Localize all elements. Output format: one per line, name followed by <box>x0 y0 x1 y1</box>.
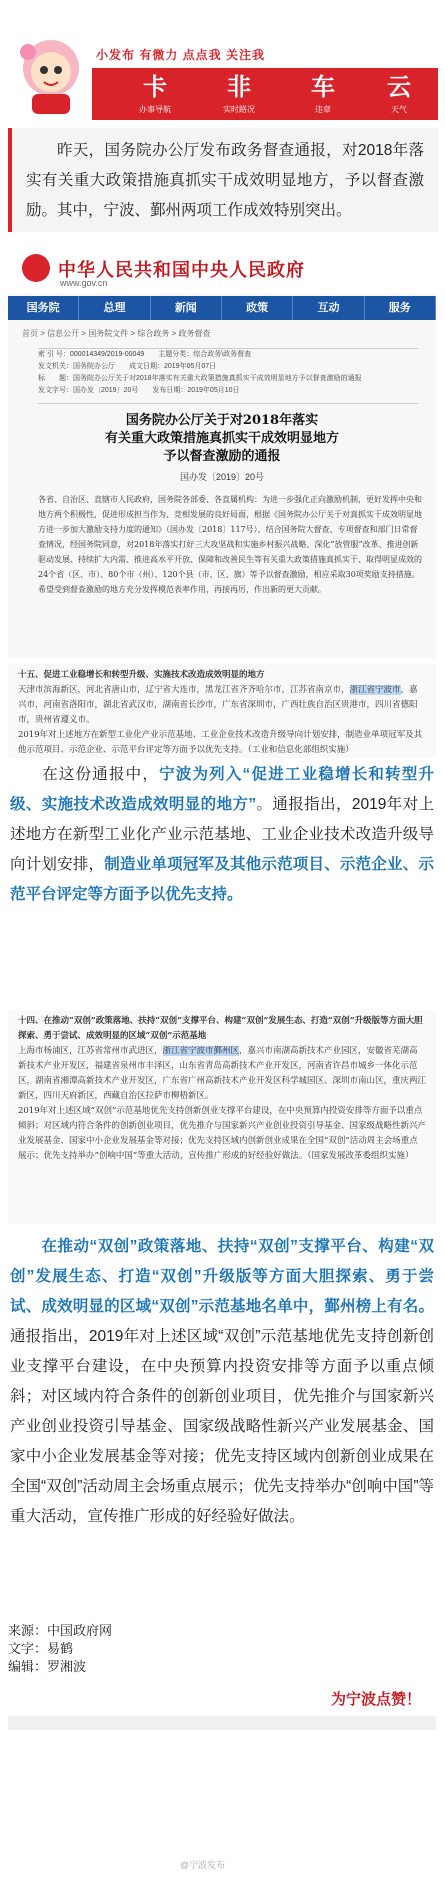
excerpt-places <box>18 1044 426 1104</box>
excerpt-note: 2019年对上述地方在新型工业化产业示范基地、工业企业技术改造升级导向计划安排，制造业单项冠军及其他示范项目、示范企业、示范平台评定等方面予以优先支持。（工业和信息化部组织实施） <box>18 730 423 755</box>
intro-block <box>8 128 438 232</box>
doc-body: 各省、自治区、直辖市人民政府，国务院各部委、各直属机构：为进一步强化正向激励机制，更好发挥中央和地方两个积极性，促进形成担当作为、竞相发展的良好局面，根据《国务院办公厅关于对真抓实干成效明显地方进一步加大激励支持力度的通知》（国办发〔2018〕117号），结合国务院大督查、专项督查和部门日常督查情况，经国务院同意，对2018年落实打好三大攻坚战和实施乡村振兴战略、深化“放管服”改革、推进创新驱动发展、持续扩大内需、推进高水平开放、保障和改善民生等有关重大政策措施真抓实干、取得明显成效的24个省（区、市）、80个市（州）、120个县（市、区、旗）等予以督查激励，相应采取30项奖励支持措施。希望受到督查激励的地方充分发挥模范表率作用，再接再厉，作出新的更大贡献。 <box>38 495 422 594</box>
breadcrumb: 首页 > 信息公开 > 国务院文件 > 综合政务 > 政务督查 <box>22 329 211 338</box>
places-text: 天津市滨海新区，河北省唐山市，辽宁省大连市，黑龙江省齐齐哈尔市，江苏省南京市， <box>18 685 350 695</box>
cheer-text: 为宁波点赞！ <box>330 1691 421 1708</box>
doc-number: 国办发〔2019〕20号 <box>179 472 265 482</box>
excerpt-places <box>18 683 426 728</box>
nav-label: 天气 <box>391 105 407 114</box>
excerpt-note: 2019年对上述区域“双创”示范基地优先支持创新创业支撑平台建设，在中央预算内投资安排等方面予以重点倾斜；对区域内符合条件的创新创业项目，优先推介与国家新兴产业创业投资引导基金、国家级战略性新兴产业发展基金、国家中小企业发展基金等对接；优先支持区域内创新创业成果在全国“双创”活动周主会场重点展示；优先支持举办“创响中国”等重大活动，宣传推广形成的好经验好做法。（国家发展改革委组织实施） <box>18 1106 427 1161</box>
car-icon: 车 <box>311 74 335 101</box>
guide-icon: 卡 <box>143 74 167 101</box>
doc-meta <box>38 348 418 404</box>
mascot-icon <box>14 32 88 118</box>
traffic-icon: 非 <box>227 74 251 101</box>
gov-header <box>8 248 436 294</box>
nav-label: 办事导航 <box>139 105 171 114</box>
meta-line: 标 题：国务院办公厅关于对2018年落实有关重大政策措施真抓实干成效明显地方予以督查激励的通报 <box>38 375 362 382</box>
meta-line: 发文字号：国办发〔2019〕20号 发布日期：2019年05月10日 <box>38 387 240 394</box>
nav-label: 实时路况 <box>223 105 255 114</box>
footer-bar <box>8 1716 436 1730</box>
intro-text: 昨天，国务院办公厅发布政务督查通报，对2018年落实有关重大政策措施真抓实干成效明显地方，予以督查激励。其中，宁波、鄞州两项工作成效特别突出。 <box>26 142 424 219</box>
highlight-yinzhou: 浙江省宁波市鄞州区 <box>162 1046 240 1056</box>
meta-line: 发文机关：国务院办公厅 成文日期：2019年05月07日 <box>38 363 217 370</box>
national-emblem-icon <box>22 254 50 282</box>
credit-text: 文字：易鹤 <box>8 1641 74 1656</box>
excerpt-title: 十五、促进工业稳增长和转型升级、实施技术改造成效明显的地方 <box>18 670 265 680</box>
highlight-ningbo: 浙江省宁波市 <box>349 685 401 695</box>
gov-menu-item[interactable]: 服务 <box>365 296 436 320</box>
watermark: @宁波发布 <box>180 1860 226 1870</box>
places-text: 上海市杨浦区，江苏省常州市武进区， <box>18 1046 163 1056</box>
paragraph-industry <box>10 760 434 910</box>
nav-item-traffic[interactable] <box>204 72 274 115</box>
credit-editor: 编辑：罗湘波 <box>8 1659 87 1674</box>
gov-menu <box>8 296 436 320</box>
para-text: 。通报指出，2019年对上述地方在新型工业化产业示范基地、工业企业技术改造升级导向计划安排， <box>10 796 434 873</box>
gov-menu-item[interactable]: 政策 <box>222 296 293 320</box>
gov-screenshot <box>8 248 436 658</box>
places-text: ，嘉兴市南湖高新技术产业园区，安徽省芜湖高新技术产业开发区，福建省泉州市丰泽区，山东省青岛高新技术产业开发区，河南省许昌市城乡一体化示范区，湖南省湘潭高新技术产业开发区，广东省广州高新技术产业开发区科学城园区、深圳市南山区，重庆两江新区，四川天府新区，西藏自治区拉萨市柳梧新区。 <box>18 1046 427 1101</box>
credits <box>8 1622 112 1676</box>
cloud-icon: 云 <box>387 74 411 101</box>
para-lead: 在这份通报中， <box>41 766 160 783</box>
nav-label: 违章 <box>315 105 331 114</box>
para-highlight: 宁波为列入“促进工业稳增长和转型升级、实施技术改造成效明显的地方” <box>10 766 434 813</box>
doc-title-1: 国务院办公厅关于对2018年落实 <box>125 413 319 428</box>
nav-item-weather[interactable] <box>364 72 434 115</box>
nav-item-guide[interactable] <box>120 72 190 115</box>
excerpt-innovation <box>8 1010 436 1224</box>
para-text: 通报指出，2019年对上述区域“双创”示范基地优先支持创新创业支撑平台建设，在中央预算内投资安排等方面予以重点倾斜；对区域内符合条件的创新创业项目，优先推介与国家新兴产业创业投资引导基金、国家级战略性新兴产业发展基金、国家中小企业发展基金等对接；优先支持区域内创新创业成果在全国“双创”活动周主会场重点展示；优先支持举办“创响中国”等重大活动，宣传推广形成的好经验好做法。 <box>10 1328 434 1525</box>
gov-menu-item[interactable]: 总理 <box>79 296 150 320</box>
meta-line: 索 引 号：000014349/2019-00049 主题分类：综合政务\政务督查 <box>38 351 252 358</box>
banner-slogan: 小发布 有微力 点点我 关注我 <box>96 48 266 62</box>
para-highlight: 在推动“双创”政策落地、扶持“双创”支撑平台、构建“双创”发展生态、打造“双创”升级版等方面大胆探索、勇于尝试、成效明显的区域“双创”示范基地名单中，鄞州榜上有名。 <box>10 1238 434 1315</box>
paragraph-innovation <box>10 1232 434 1532</box>
header-banner <box>8 28 438 120</box>
gov-site-url: www.gov.cn <box>60 278 108 288</box>
doc-title-3: 予以督查激励的通报 <box>163 449 281 464</box>
doc-title-2: 有关重大政策措施真抓实干成效明显地方 <box>104 431 339 446</box>
para-highlight: 制造业单项冠军及其他示范项目、示范企业、示范平台评定等方面予以优先支持。 <box>10 856 434 903</box>
excerpt-industry <box>8 664 436 758</box>
gov-menu-item[interactable]: 互动 <box>293 296 364 320</box>
credit-source: 来源：中国政府网 <box>8 1623 113 1638</box>
gov-menu-item[interactable]: 国务院 <box>8 296 79 320</box>
excerpt-title: 十四、在推动“双创”政策落地、扶持“双创”支撑平台、构建“双创”发展生态、打造“双创”升级版等方面大胆探索、勇于尝试、成效明显的区域“双创”示范基地 <box>18 1016 423 1041</box>
gov-menu-item[interactable]: 新闻 <box>151 296 222 320</box>
nav-item-violation[interactable] <box>288 72 358 115</box>
places-text: ，嘉兴市，河南省洛阳市，湖北省武汉市，湖南省长沙市，广东省深圳市，广西壮族自治区贵港市，四川省德阳市，贵州省遵义市。 <box>18 685 418 725</box>
gov-site-name: 中华人民共和国中央人民政府 <box>58 260 305 280</box>
